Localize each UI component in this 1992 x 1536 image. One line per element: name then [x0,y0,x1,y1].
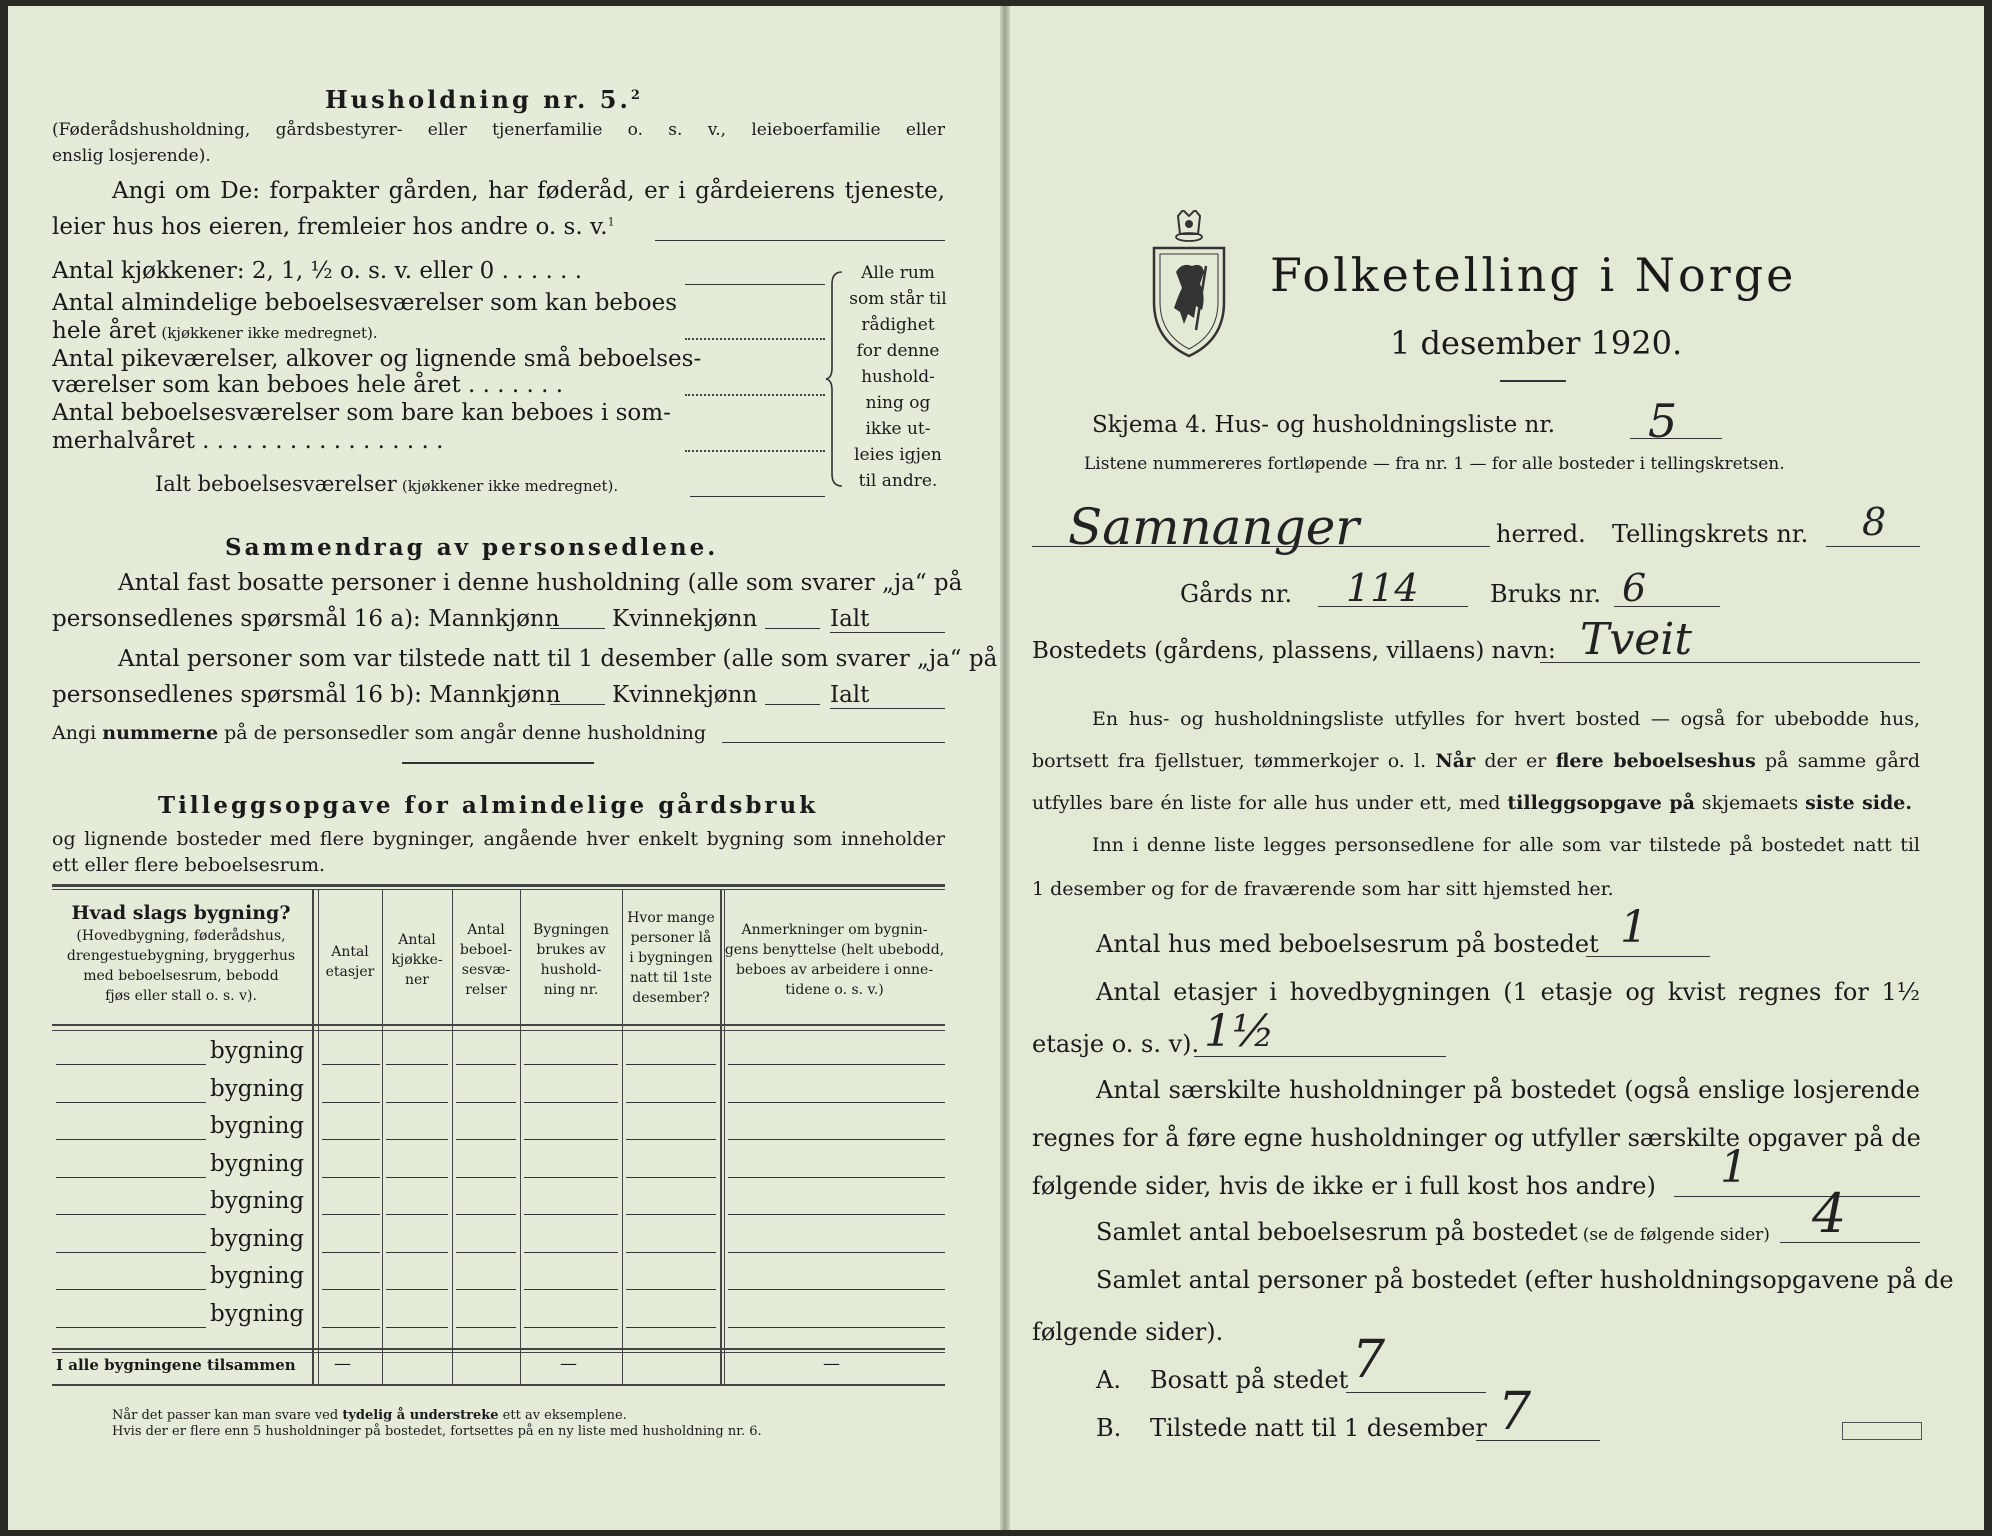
summary-female-label: Kvinnekjønn [612,606,758,632]
present-text: Tilstede natt til 1 desember [1150,1414,1487,1442]
total-household-dash: — [560,1354,577,1374]
instruction-5: 1 desember og for de fraværende som har sitt hjemsted her. [1032,878,1614,900]
row-building-label: bygning [210,1150,305,1177]
kitchens-line: Antal kjøkkener: 2, 1, ½ o. s. v. eller 0 . . . . . . [52,258,583,284]
herred-label: herred. [1496,520,1586,548]
houses-question: Antal hus med beboelsesrum på bostedet [1096,930,1599,958]
gards-number: 114 [1346,566,1419,610]
households-question-3: følgende sider, hvis de ikke er i full kost hos andre) [1032,1172,1656,1200]
present-male-label: personsedlenes spørsmål 16 b): Mannkjønn [52,682,561,708]
numbering-note: Listene nummereres fortløpende — fra nr. 1 — for alle bosteder i tellingskretsen. [1084,454,1785,474]
col-floors-header: Antal etasjer [325,944,375,980]
persons-question-2: følgende sider). [1032,1318,1224,1346]
bracket-note: Alle rum som står til rådighet for denne hushold- ning og ikke ut- leies igjen til andre. [849,263,947,491]
col-persons-header: Hvor mange personer lå i bygningen natt til 1ste desember? [627,910,715,1006]
skjema-line: Skjema 4. Hus- og husholdningsliste nr. [1092,412,1556,438]
census-title: Folketelling i Norge [1270,248,1797,302]
row-building-label: bygning [210,1113,305,1139]
small-rooms-line-1: Antal pikeværelser, alkover og lignende små beboelses- [52,346,702,372]
small-rooms-line-2: værelser som kan beboes hele året . . . . . . . [52,372,564,398]
col-household-header: Bygningen brukes av hushold- ning nr. [533,922,609,998]
herred-name: Samnanger [1068,498,1360,556]
summary-male-label: personsedlenes spørsmål 16 a): Mannkjønn [52,606,560,632]
present-label: B. [1096,1414,1122,1442]
coat-of-arms-icon [1148,210,1230,360]
household-subtitle: (Føderådshusholdning, gårdsbestyrer- eller tjenerfamilie o. s. v., leieboerfamilie eller [52,120,945,140]
summer-rooms-line-1: Antal beboelsesværelser som bare kan beboes i som- [52,400,671,426]
instruction-3: utfylles bare én liste for alle hus under ett, med tilleggsopgave på skjemaets siste side. [1032,792,1912,814]
col-rooms-header: Antal beboel- sesvæ- relser [459,922,513,998]
row-building-label: bygning [210,1188,305,1214]
resident-label: A. [1096,1366,1121,1394]
gards-label: Gårds nr. [1180,580,1293,608]
summary-line-3: Antal personer som var tilstede natt til 1 desember (alle som svarer „ja“ på [118,646,998,672]
present-answer: 7 [1498,1382,1532,1442]
col-kitchens-header: Antal kjøkke- ner [391,932,443,988]
printer-stamp [1842,1422,1922,1440]
tellingskrets-label: Tellingskrets nr. [1612,520,1809,548]
instruction-4: Inn i denne liste legges personsedlene for alle som var tilstede på bostedet natt til [1092,834,1920,856]
households-question-1: Antal særskilte husholdninger på bostedet (også enslige losjerende [1096,1076,1920,1104]
col-building-type-header: Hvad slags bygning? (Hovedbygning, føderådshus, drengestuebygning, bryggerhus med beboelsesrum, bebodd fjøs eller stall o. s. v). [66,902,296,1004]
row-building-label: bygning [210,1075,305,1102]
rooms-line-2: hele året (kjøkkener ikke medregnet). [52,318,378,344]
footnote-1: Når det passer kan man svare ved tydelig å understreke ett av eksemplene. [112,1408,627,1423]
resident-answer: 7 [1352,1330,1386,1390]
instruction-2: bortsett fra fjellstuer, tømmerkojer o. l. Når der er flere beboelseshus på samme gård [1032,750,1921,772]
households-question-2: regnes for å føre egne husholdninger og utfyller særskilte opgaver på de [1032,1124,1921,1152]
supplement-line-2: ett eller flere beboelsesrum. [52,854,326,876]
bosted-name: Tveit [1580,614,1692,665]
rooms-line-1: Antal almindelige beboelsesværelser som kan beboes [52,290,678,316]
row-building-label: bygning [210,1225,305,1252]
total-row-label: I alle bygningene tilsammen [56,1356,296,1374]
resident-text: Bosatt på stedet [1150,1366,1349,1394]
tellingskrets-number: 8 [1862,500,1887,544]
rooms-answer: 4 [1812,1182,1847,1245]
bruks-number: 6 [1622,566,1647,610]
row-building-label: bygning [210,1300,305,1327]
total-rooms-line: Ialt beboelsesværelser (kjøkkener ikke medregnet). [155,472,619,496]
total-floors-dash: — [334,1354,351,1374]
list-number: 5 [1648,394,1678,448]
summary-title: Sammendrag av personsedlene. [225,534,719,561]
page-fold [1000,6,1010,1530]
present-female-label: Kvinnekjønn [612,682,758,708]
bracket-icon [824,270,848,488]
houses-answer: 1 [1620,902,1648,953]
supplement-line-1: og lignende bosteder med flere bygninger, angående hver enkelt bygning som inneholder [52,828,945,850]
numbers-line: Angi nummerne på de personsedler som angår denne husholdning [52,722,707,744]
angi-line-1: Angi om De: forpakter gården, har føderåd, er i gårdeierens tjeneste, [112,178,945,204]
rooms-question: Samlet antal beboelsesrum på bostedet (se de følgende sider) [1096,1218,1770,1246]
instruction-1: En hus- og husholdningsliste utfylles for hvert bosted — også for ubebodde hus, [1092,708,1920,730]
angi-line-2: leier hus hos eieren, fremleier hos andre o. s. v.$^1$ [52,214,615,240]
persons-question-1: Samlet antal personer på bostedet (efter husholdningsopgavene på de [1096,1266,1954,1294]
summary-line-1: Antal fast bosatte personer i denne husholdning (alle som svarer „ja“ på [118,570,963,596]
table-top-rule [52,884,945,887]
footnote-2: Hvis der er flere enn 5 husholdninger på bostedet, fortsettes på en ny liste med husholdning nr. 6. [112,1424,762,1439]
supplement-title: Tilleggsopgave for almindelige gårdsbruk [158,792,819,819]
household-subtitle-2: enslig losjerende). [52,146,211,166]
floors-question-2: etasje o. s. v). [1032,1030,1200,1058]
census-date: 1 desember 1920. [1390,324,1683,362]
floors-answer: 1½ [1204,1006,1275,1057]
floors-question: Antal etasjer i hovedbygningen (1 etasje og kvist regnes for 1½ [1096,978,1920,1006]
bruks-label: Bruks nr. [1490,580,1601,608]
total-remarks-dash: — [823,1354,840,1374]
summary-total-label: Ialt [830,606,870,632]
row-building-label: bygning [210,1038,305,1064]
present-total-label: Ialt [830,682,870,708]
households-answer: 1 [1720,1142,1748,1193]
row-building-label: bygning [210,1263,305,1289]
col-remarks-header: Anmerkninger om bygnin- gens benyttelse (helt ubebodd, beboes av arbeidere i onne- tidene o. s. v.) [724,922,945,998]
household-title: Husholdning nr. 5.$^2$ [325,85,643,114]
summer-rooms-line-2: merhalvåret . . . . . . . . . . . . . . . . . [52,428,444,454]
bosted-label: Bostedets (gårdens, plassens, villaens) navn: [1032,638,1556,664]
